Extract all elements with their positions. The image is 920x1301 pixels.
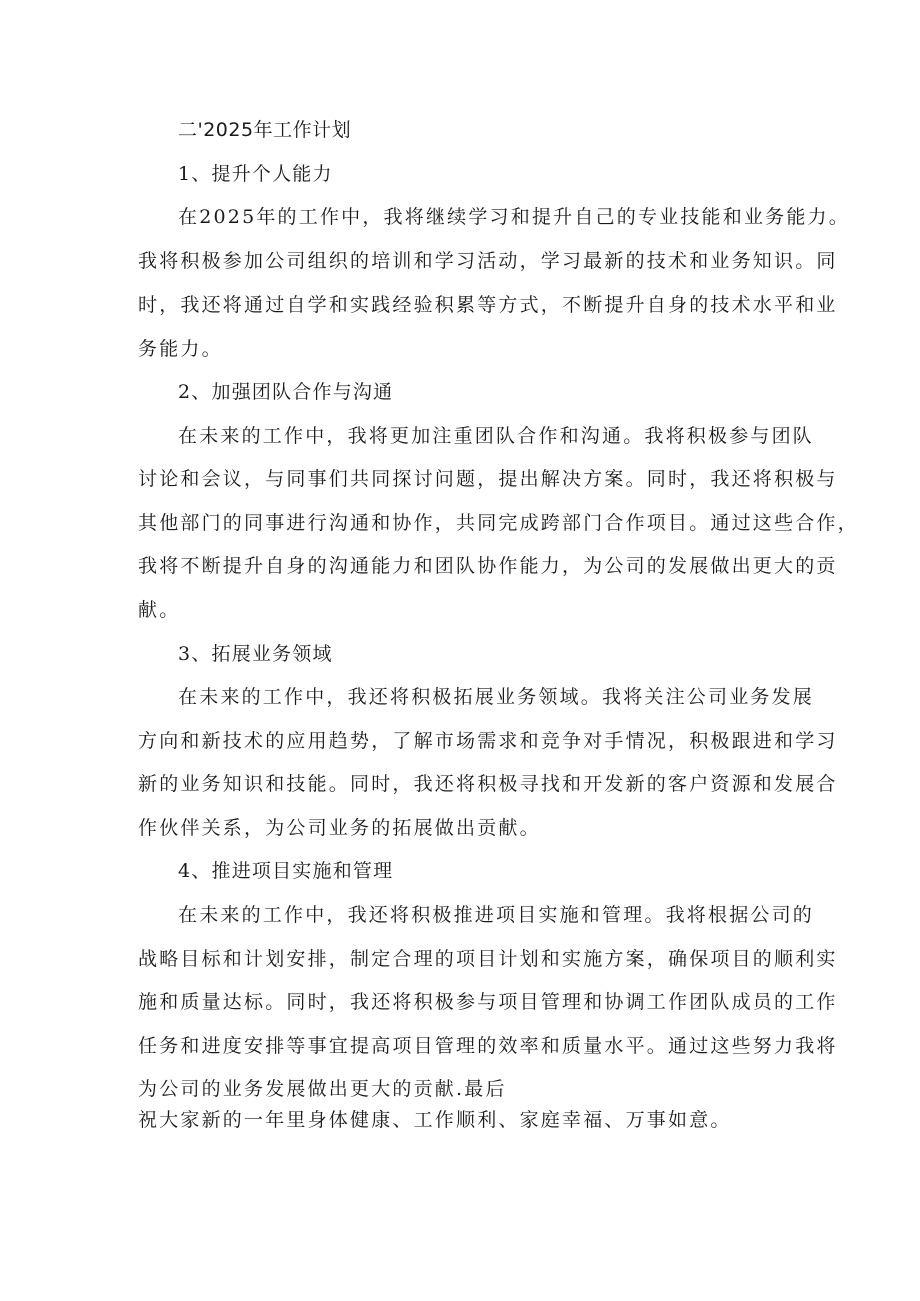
paragraph-line: 讨论和会议，与同事们共同探讨问题，提出解决方案。同时，我还将积极与 xyxy=(138,468,838,490)
paragraph-line: 在未来的工作中，我还将积极拓展业务领域。我将关注公司业务发展 xyxy=(178,686,815,708)
paragraph-line: 方向和新技术的应用趋势，了解市场需求和竞争对手情况，积极跟进和学习 xyxy=(138,730,838,752)
paragraph-line: 我将积极参加公司组织的培训和学习活动，学习最新的技术和业务知识。同 xyxy=(138,250,838,272)
paragraph-line: 战略目标和计划安排，制定合理的项目计划和实施方案，确保项目的顺利实 xyxy=(138,948,838,970)
paragraph-line: 时，我还将通过自学和实践经验积累等方式，不断提升自身的技术水平和业 xyxy=(138,294,838,316)
paragraph-line: 施和质量达标。同时，我还将积极参与项目管理和协调工作团队成员的工作 xyxy=(138,991,838,1013)
paragraph-line: 祝大家新的一年里身体健康、工作顺利、家庭幸福、万事如意。 xyxy=(138,1109,732,1131)
document-title: 二'2025年工作计划 xyxy=(178,119,352,141)
section-heading-3: 3、拓展业务领域 xyxy=(178,643,333,665)
section-heading-4: 4、推进项目实施和管理 xyxy=(178,860,394,882)
section-heading-1: 1、提升个人能力 xyxy=(178,163,333,185)
paragraph-line: 在2025年的工作中，我将继续学习和提升自己的专业技能和业务能力。 xyxy=(178,206,850,228)
paragraph-line: 其他部门的同事进行沟通和协作，共同完成跨部门合作项目。通过这些合作， xyxy=(138,512,859,534)
paragraph-line: 新的业务知识和技能。同时，我还将积极寻找和开发新的客户资源和发展合 xyxy=(138,773,838,795)
paragraph-line: 献。 xyxy=(138,599,181,621)
paragraph-line: 在未来的工作中，我将更加注重团队合作和沟通。我将积极参与团队 xyxy=(178,425,815,447)
paragraph-line: 作伙伴关系，为公司业务的拓展做出贡献。 xyxy=(138,817,541,839)
paragraph-line: 务能力。 xyxy=(138,338,223,360)
section-heading-2: 2、加强团队合作与沟通 xyxy=(178,381,394,403)
paragraph-line: 为公司的业务发展做出更大的贡献.最后 xyxy=(138,1078,507,1100)
paragraph-line: 在未来的工作中，我还将积极推进项目实施和管理。我将根据公司的 xyxy=(178,904,815,926)
paragraph-line: 任务和进度安排等事宜提高项目管理的效率和质量水平。通过这些努力我将 xyxy=(138,1035,838,1057)
paragraph-line: 我将不断提升自身的沟通能力和团队协作能力，为公司的发展做出更大的贡 xyxy=(138,555,838,577)
